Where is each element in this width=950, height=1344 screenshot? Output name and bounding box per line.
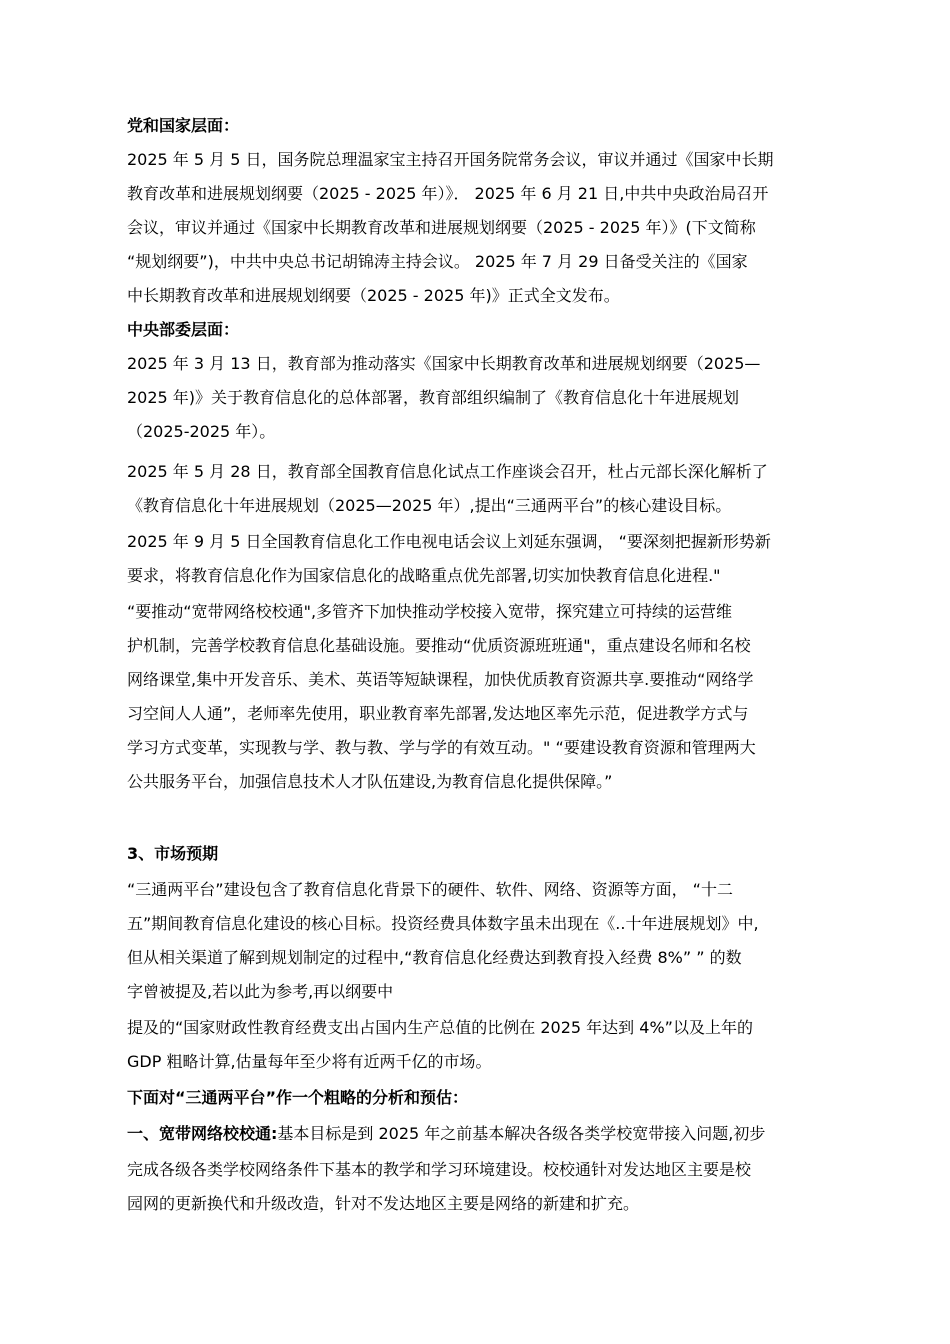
text-line: 2025 年 5 月 28 日，教育部全国教育信息化试点工作座谈会召开，杜占元部长深化解析了 (127, 462, 768, 481)
text-line: 中长期教育改革和进展规划纲要（2025 - 2025 年)》正式全文发布。 (127, 286, 620, 305)
text-line: 2025 年 3 月 13 日，教育部为推动落实《国家中长期教育改革和进展规划纲要（2025— (127, 354, 761, 373)
heading-analysis: 下面对“三通两平台”作一个粗略的分析和预估： (127, 1088, 469, 1107)
text-line: 2025 年 9 月 5 日全国教育信息化工作电视电话会议上刘延东强调， “要深刻把握新形势新 (127, 532, 771, 551)
text-line: 但从相关渠道了解到规划制定的过程中,“教育信息化经费达到教育投入经费 8%” ” 的数 (127, 948, 742, 967)
text-line: （2025-2025 年）。 (127, 422, 276, 441)
text-line: 教育改革和进展规划纲要（2025 - 2025 年）》． 2025 年 6 月 21 日,中共中央政治局召开 (127, 184, 769, 203)
text-line: 2025 年 5 月 5 日，国务院总理温家宝主持召开国务院常务会议，审议并通过《国家中长期 (127, 150, 774, 169)
text-line: 2025 年)》关于教育信息化的总体部署，教育部组织编制了《教育信息化十年进展规划 (127, 388, 740, 407)
text-line: 会议，审议并通过《国家中长期教育改革和进展规划纲要（2025 - 2025 年）》(下文简称 (127, 218, 756, 237)
text-line: 提及的“国家财政性教育经费支出占国内生产总值的比例在 2025 年达到 4%”以及上年的 (127, 1018, 753, 1037)
text-line: 护机制，完善学校教育信息化基础设施。要推动“优质资源班班通"，重点建设名师和名校 (127, 636, 751, 655)
text-line: 公共服务平台，加强信息技术人才队伍建设,为教育信息化提供保障。” (127, 772, 613, 791)
text-line: “规划纲要”)，中共中央总书记胡锦涛主持会议。 2025 年 7 月 29 日备受关注的《国家 (127, 252, 748, 271)
heading-market-outlook: 3、市场预期 (127, 844, 219, 863)
text-line: 学习方式变革，实现教与学、教与教、学与学的有效互动。" “要建设教育资源和管理两大 (127, 738, 756, 757)
text-line: GDP 粗略计算,估量每年至少将有近两千亿的市场。 (127, 1052, 492, 1071)
text-line: 网络课堂,集中开发音乐、美术、英语等短缺课程，加快优质教育资源共享.要推动“网络学 (127, 670, 754, 689)
heading-party-state: 党和国家层面： (127, 116, 240, 135)
text-line (127, 1117, 765, 1151)
text-line: “三通两平台”建设包含了教育信息化背景下的硬件、软件、网络、资源等方面， “十二 (127, 880, 733, 899)
text-line: 字曾被提及,若以此为参考,再以纲要中 (127, 982, 394, 1001)
text-line: 《教育信息化十年进展规划（2025—2025 年）,提出“三通两平台”的核心建设目标。 (127, 496, 732, 515)
text-line: 习空间人人通”，老师率先使用，职业教育率先部署,发达地区率先示范，促进教学方式与 (127, 704, 749, 723)
heading-central-ministry: 中央部委层面： (127, 320, 240, 339)
section-text: 基本目标是到 2025 年之前基本解决各级各类学校宽带接入问题,初步 (277, 1124, 766, 1143)
text-line: “要推动“宽带网络校校通",多管齐下加快推动学校接入宽带，探究建立可持续的运营维 (127, 602, 733, 621)
text-line: 完成各级各类学校网络条件下基本的教学和学习环境建设。校校通针对发达地区主要是校 (127, 1160, 752, 1179)
text-line: 五”期间教育信息化建设的核心目标。投资经费具体数字虽未出现在《..十年进展规划》中, (127, 914, 759, 933)
text-line: 要求，将教育信息化作为国家信息化的战略重点优先部署,切实加快教育信息化进程." (127, 566, 721, 585)
text-line: 园网的更新换代和升级改造，针对不发达地区主要是网络的新建和扩充。 (127, 1194, 640, 1213)
section-lead-broadband: 一、宽带网络校校通: (127, 1124, 278, 1143)
